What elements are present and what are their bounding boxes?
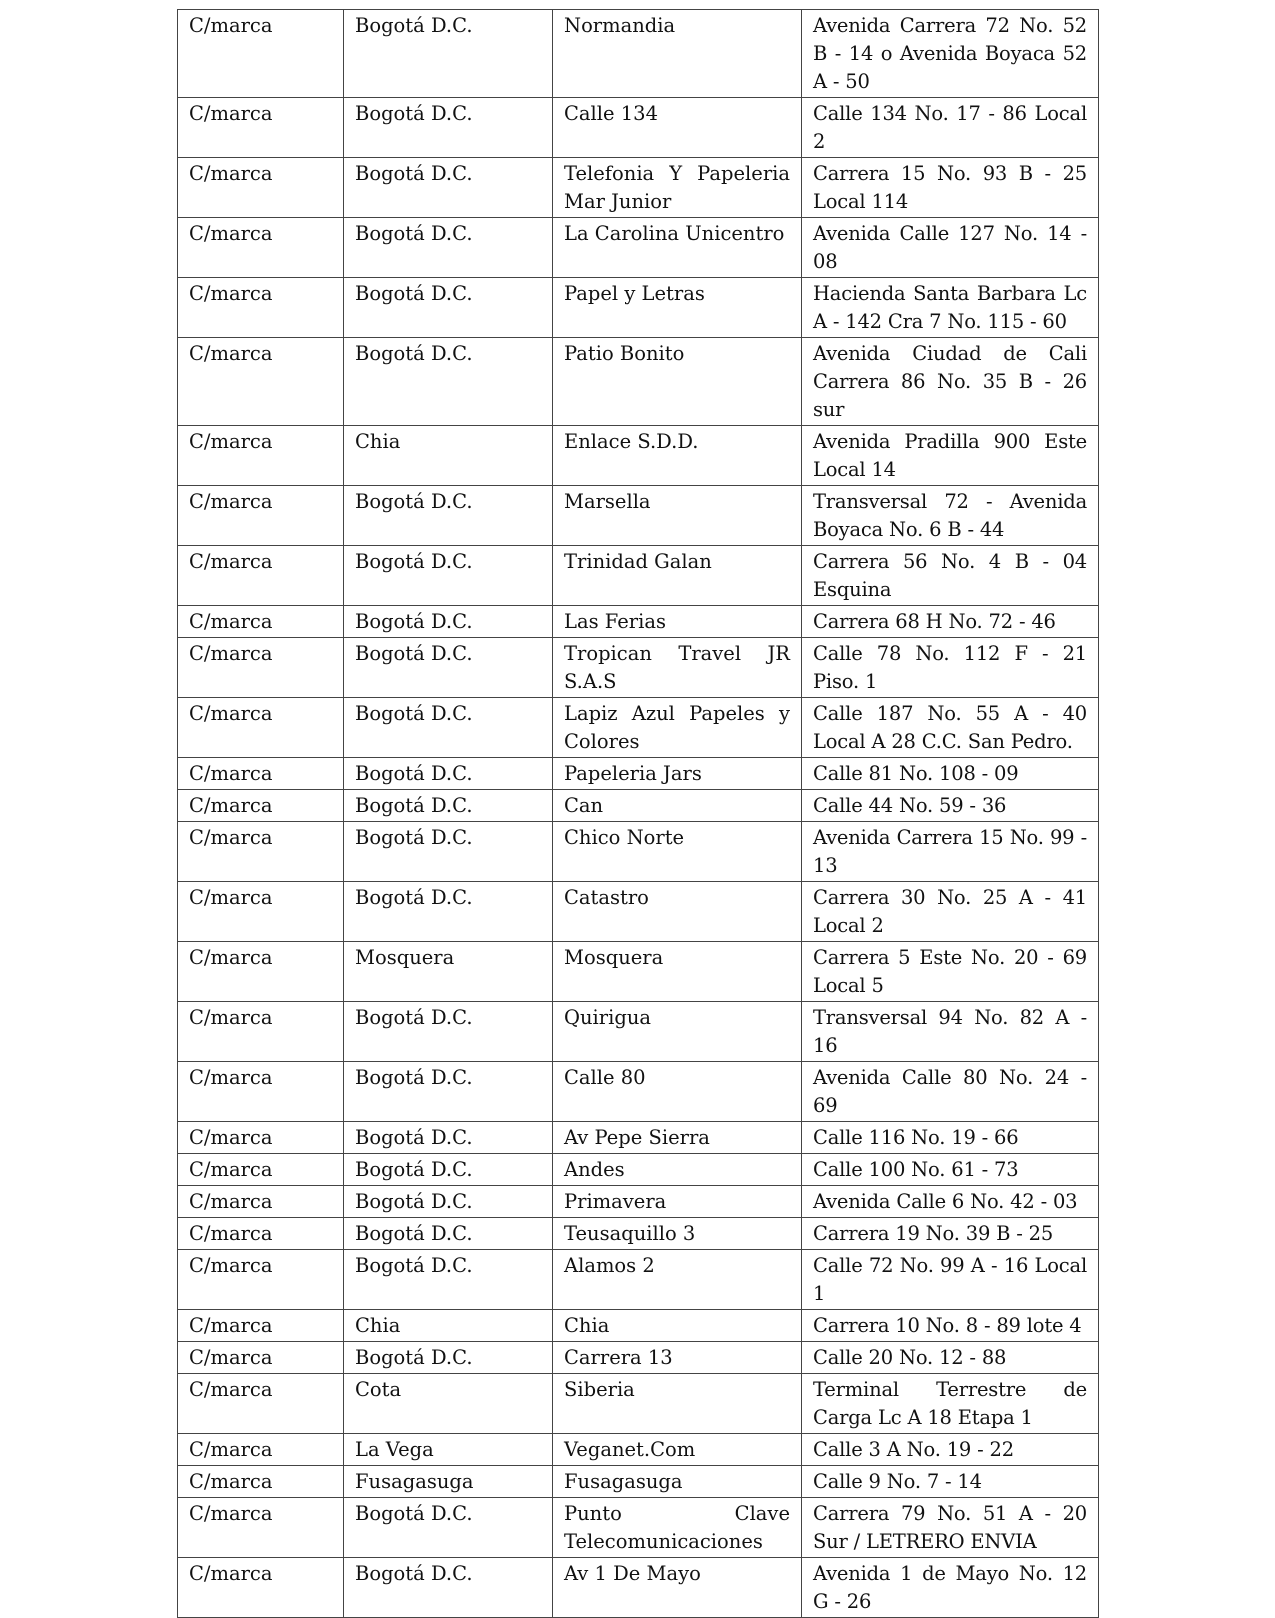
department-cell: C/marca xyxy=(178,1342,344,1374)
table-row xyxy=(178,10,1099,98)
address-cell: Calle 81 No. 108 - 09 xyxy=(802,758,1099,790)
table-row xyxy=(178,1498,1099,1558)
table-row xyxy=(178,1466,1099,1498)
address-cell: Carrera 79 No. 51 A - 20 Sur / LETRERO ENVIA xyxy=(802,1498,1099,1558)
table-row xyxy=(178,158,1099,218)
address-cell: Calle 9 No. 7 - 14 xyxy=(802,1466,1099,1498)
point-name-cell: Siberia xyxy=(553,1374,802,1434)
address-cell: Calle 20 No. 12 - 88 xyxy=(802,1342,1099,1374)
department-cell: C/marca xyxy=(178,1310,344,1342)
table-row xyxy=(178,1558,1099,1618)
table-row xyxy=(178,426,1099,486)
department-cell: C/marca xyxy=(178,942,344,1002)
city-cell: Bogotá D.C. xyxy=(344,882,553,942)
department-cell: C/marca xyxy=(178,158,344,218)
point-name-cell: Catastro xyxy=(553,882,802,942)
table-row xyxy=(178,882,1099,942)
department-cell: C/marca xyxy=(178,758,344,790)
address-cell: Avenida Calle 80 No. 24 - 69 xyxy=(802,1062,1099,1122)
address-cell: Avenida Calle 127 No. 14 - 08 xyxy=(802,218,1099,278)
address-cell: Avenida Ciudad de Cali Carrera 86 No. 35 B - 26 sur xyxy=(802,338,1099,426)
point-name-cell: Mosquera xyxy=(553,942,802,1002)
city-cell: Bogotá D.C. xyxy=(344,10,553,98)
city-cell: Bogotá D.C. xyxy=(344,1342,553,1374)
point-name-cell: Teusaquillo 3 xyxy=(553,1218,802,1250)
table-row xyxy=(178,98,1099,158)
table-row xyxy=(178,942,1099,1002)
point-name-cell: Fusagasuga xyxy=(553,1466,802,1498)
department-cell: C/marca xyxy=(178,338,344,426)
department-cell: C/marca xyxy=(178,426,344,486)
table-row xyxy=(178,822,1099,882)
table-row xyxy=(178,1342,1099,1374)
address-cell: Avenida Calle 6 No. 42 - 03 xyxy=(802,1186,1099,1218)
city-cell: La Vega xyxy=(344,1434,553,1466)
department-cell: C/marca xyxy=(178,638,344,698)
table-row xyxy=(178,486,1099,546)
city-cell: Cota xyxy=(344,1374,553,1434)
city-cell: Bogotá D.C. xyxy=(344,1250,553,1310)
department-cell: C/marca xyxy=(178,1374,344,1434)
department-cell: C/marca xyxy=(178,822,344,882)
point-name-cell: Telefonia Y Papeleria Mar Junior xyxy=(553,158,802,218)
address-cell: Calle 134 No. 17 - 86 Local 2 xyxy=(802,98,1099,158)
table-row xyxy=(178,1122,1099,1154)
city-cell: Bogotá D.C. xyxy=(344,1498,553,1558)
department-cell: C/marca xyxy=(178,278,344,338)
city-cell: Bogotá D.C. xyxy=(344,638,553,698)
table-row xyxy=(178,546,1099,606)
point-name-cell: Carrera 13 xyxy=(553,1342,802,1374)
address-cell: Calle 44 No. 59 - 36 xyxy=(802,790,1099,822)
department-cell: C/marca xyxy=(178,1002,344,1062)
address-cell: Terminal Terrestre de Carga Lc A 18 Etapa 1 xyxy=(802,1374,1099,1434)
city-cell: Bogotá D.C. xyxy=(344,1122,553,1154)
city-cell: Bogotá D.C. xyxy=(344,1062,553,1122)
point-name-cell: Quirigua xyxy=(553,1002,802,1062)
city-cell: Bogotá D.C. xyxy=(344,1218,553,1250)
table-row xyxy=(178,1154,1099,1186)
address-cell: Calle 100 No. 61 - 73 xyxy=(802,1154,1099,1186)
address-cell: Calle 3 A No. 19 - 22 xyxy=(802,1434,1099,1466)
address-cell: Transversal 72 - Avenida Boyaca No. 6 B - 44 xyxy=(802,486,1099,546)
city-cell: Bogotá D.C. xyxy=(344,606,553,638)
point-name-cell: Andes xyxy=(553,1154,802,1186)
point-name-cell: Papeleria Jars xyxy=(553,758,802,790)
point-name-cell: Enlace S.D.D. xyxy=(553,426,802,486)
department-cell: C/marca xyxy=(178,1186,344,1218)
point-name-cell: Las Ferias xyxy=(553,606,802,638)
department-cell: C/marca xyxy=(178,790,344,822)
table-row xyxy=(178,218,1099,278)
locations-table xyxy=(177,9,1099,1618)
point-name-cell: Calle 134 xyxy=(553,98,802,158)
address-cell: Avenida Carrera 72 No. 52 B - 14 o Avenida Boyaca 52 A - 50 xyxy=(802,10,1099,98)
department-cell: C/marca xyxy=(178,10,344,98)
city-cell: Bogotá D.C. xyxy=(344,822,553,882)
city-cell: Bogotá D.C. xyxy=(344,486,553,546)
city-cell: Bogotá D.C. xyxy=(344,278,553,338)
department-cell: C/marca xyxy=(178,698,344,758)
address-cell: Calle 187 No. 55 A - 40 Local A 28 C.C. San Pedro. xyxy=(802,698,1099,758)
table-body xyxy=(178,10,1099,1618)
table-row xyxy=(178,1310,1099,1342)
point-name-cell: Can xyxy=(553,790,802,822)
city-cell: Bogotá D.C. xyxy=(344,1186,553,1218)
point-name-cell: Lapiz Azul Papeles y Colores xyxy=(553,698,802,758)
city-cell: Bogotá D.C. xyxy=(344,546,553,606)
address-cell: Avenida Pradilla 900 Este Local 14 xyxy=(802,426,1099,486)
department-cell: C/marca xyxy=(178,1218,344,1250)
table-row xyxy=(178,338,1099,426)
department-cell: C/marca xyxy=(178,1466,344,1498)
department-cell: C/marca xyxy=(178,1558,344,1618)
address-cell: Carrera 30 No. 25 A - 41 Local 2 xyxy=(802,882,1099,942)
city-cell: Bogotá D.C. xyxy=(344,790,553,822)
address-cell: Calle 78 No. 112 F - 21 Piso. 1 xyxy=(802,638,1099,698)
address-cell: Hacienda Santa Barbara Lc A - 142 Cra 7 No. 115 - 60 xyxy=(802,278,1099,338)
table-row xyxy=(178,1002,1099,1062)
point-name-cell: Veganet.Com xyxy=(553,1434,802,1466)
table-row xyxy=(178,1218,1099,1250)
table-row xyxy=(178,1250,1099,1310)
city-cell: Fusagasuga xyxy=(344,1466,553,1498)
city-cell: Bogotá D.C. xyxy=(344,158,553,218)
point-name-cell: Patio Bonito xyxy=(553,338,802,426)
table-row xyxy=(178,278,1099,338)
address-cell: Carrera 5 Este No. 20 - 69 Local 5 xyxy=(802,942,1099,1002)
department-cell: C/marca xyxy=(178,606,344,638)
city-cell: Bogotá D.C. xyxy=(344,758,553,790)
address-cell: Calle 116 No. 19 - 66 xyxy=(802,1122,1099,1154)
point-name-cell: Tropican Travel JR S.A.S xyxy=(553,638,802,698)
department-cell: C/marca xyxy=(178,98,344,158)
point-name-cell: Trinidad Galan xyxy=(553,546,802,606)
table-row xyxy=(178,1374,1099,1434)
address-cell: Carrera 15 No. 93 B - 25 Local 114 xyxy=(802,158,1099,218)
point-name-cell: Av 1 De Mayo xyxy=(553,1558,802,1618)
table-row xyxy=(178,1434,1099,1466)
city-cell: Bogotá D.C. xyxy=(344,98,553,158)
table-row xyxy=(178,638,1099,698)
table-row xyxy=(178,758,1099,790)
point-name-cell: Calle 80 xyxy=(553,1062,802,1122)
point-name-cell: Primavera xyxy=(553,1186,802,1218)
address-cell: Carrera 68 H No. 72 - 46 xyxy=(802,606,1099,638)
city-cell: Chia xyxy=(344,1310,553,1342)
table-row xyxy=(178,698,1099,758)
department-cell: C/marca xyxy=(178,1122,344,1154)
department-cell: C/marca xyxy=(178,486,344,546)
city-cell: Bogotá D.C. xyxy=(344,1558,553,1618)
department-cell: C/marca xyxy=(178,1498,344,1558)
point-name-cell: Papel y Letras xyxy=(553,278,802,338)
table-row xyxy=(178,1186,1099,1218)
address-cell: Avenida Carrera 15 No. 99 - 13 xyxy=(802,822,1099,882)
address-cell: Transversal 94 No. 82 A - 16 xyxy=(802,1002,1099,1062)
address-cell: Calle 72 No. 99 A - 16 Local 1 xyxy=(802,1250,1099,1310)
city-cell: Bogotá D.C. xyxy=(344,1002,553,1062)
address-cell: Avenida 1 de Mayo No. 12 G - 26 xyxy=(802,1558,1099,1618)
department-cell: C/marca xyxy=(178,1062,344,1122)
table-row xyxy=(178,790,1099,822)
city-cell: Mosquera xyxy=(344,942,553,1002)
point-name-cell: Chico Norte xyxy=(553,822,802,882)
city-cell: Chia xyxy=(344,426,553,486)
city-cell: Bogotá D.C. xyxy=(344,1154,553,1186)
address-cell: Carrera 10 No. 8 - 89 lote 4 xyxy=(802,1310,1099,1342)
address-cell: Carrera 56 No. 4 B - 04 Esquina xyxy=(802,546,1099,606)
city-cell: Bogotá D.C. xyxy=(344,698,553,758)
point-name-cell: La Carolina Unicentro xyxy=(553,218,802,278)
address-cell: Carrera 19 No. 39 B - 25 xyxy=(802,1218,1099,1250)
point-name-cell: Alamos 2 xyxy=(553,1250,802,1310)
point-name-cell: Chia xyxy=(553,1310,802,1342)
point-name-cell: Normandia xyxy=(553,10,802,98)
department-cell: C/marca xyxy=(178,546,344,606)
point-name-cell: Punto Clave Telecomunicaciones xyxy=(553,1498,802,1558)
department-cell: C/marca xyxy=(178,1154,344,1186)
department-cell: C/marca xyxy=(178,882,344,942)
point-name-cell: Av Pepe Sierra xyxy=(553,1122,802,1154)
department-cell: C/marca xyxy=(178,1434,344,1466)
table-row xyxy=(178,1062,1099,1122)
city-cell: Bogotá D.C. xyxy=(344,218,553,278)
department-cell: C/marca xyxy=(178,1250,344,1310)
city-cell: Bogotá D.C. xyxy=(344,338,553,426)
department-cell: C/marca xyxy=(178,218,344,278)
table-row xyxy=(178,606,1099,638)
point-name-cell: Marsella xyxy=(553,486,802,546)
